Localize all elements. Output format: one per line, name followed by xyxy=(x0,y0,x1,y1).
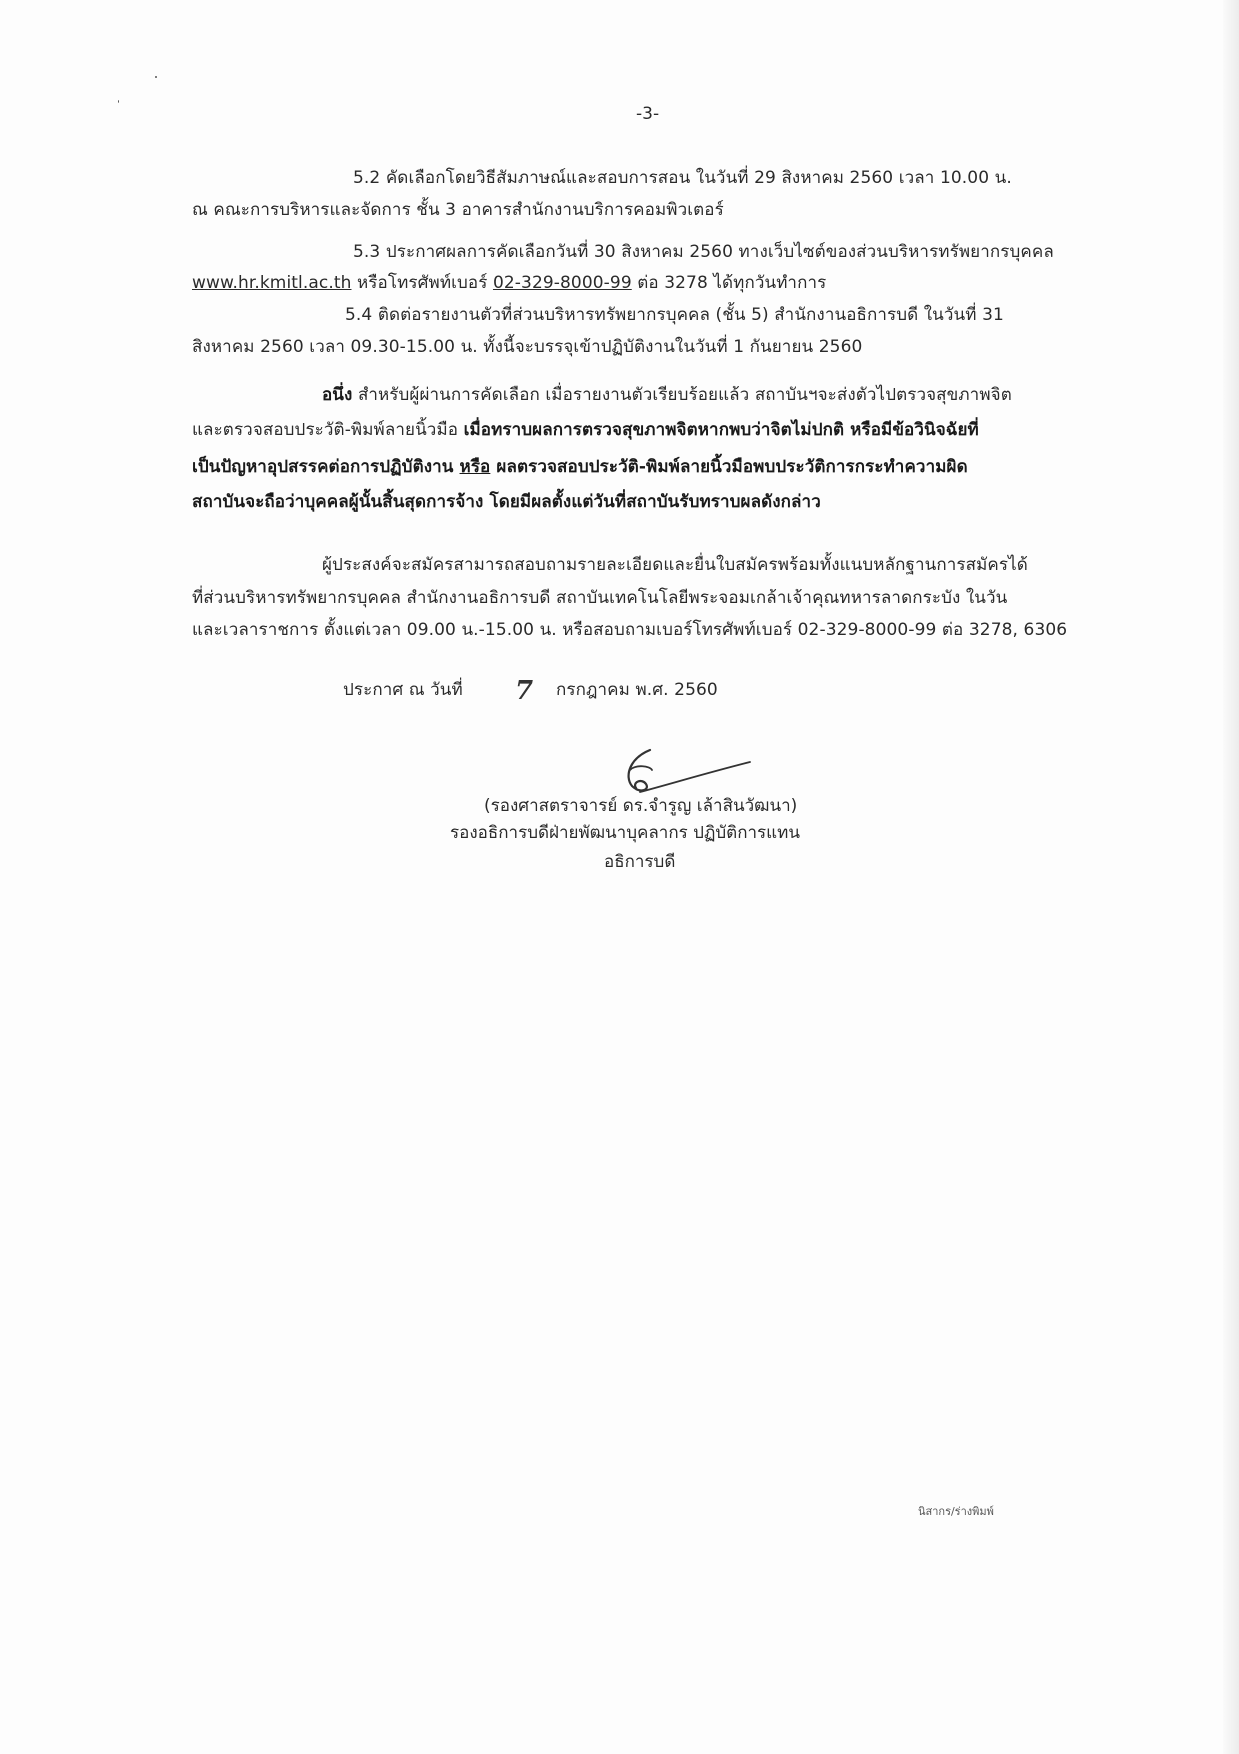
notice-line-2 xyxy=(192,419,979,441)
item-5-3-line-1: 5.3 ประกาศผลการคัดเลือกวันที่ 30 สิงหาคม 2560 ทางเว็บไซต์ของส่วนบริหารทรัพยากรบุคคล xyxy=(353,242,1054,262)
typist-footnote: นิสากร/ร่างพิมพ์ xyxy=(918,1505,994,1518)
item-5-2-line-2: ณ คณะการบริหารและจัดการ ชั้น 3 อาคารสำนักงานบริการคอมพิวเตอร์ xyxy=(192,200,724,220)
announce-prefix: ประกาศ ณ วันที่ xyxy=(343,680,463,700)
item-5-2-line-1: 5.2 คัดเลือกโดยวิธีสัมภาษณ์และสอบการสอน ในวันที่ 29 สิงหาคม 2560 เวลา 10.00 น. xyxy=(353,168,1012,188)
notice-line-3 xyxy=(192,456,968,478)
notice-lead: อนึ่ง xyxy=(322,385,353,405)
notice-line-1 xyxy=(322,384,1012,406)
phone-label: หรือโทรศัพท์เบอร์ xyxy=(351,273,493,293)
page-number: -3- xyxy=(636,104,660,124)
announce-suffix: กรกฎาคม พ.ศ. 2560 xyxy=(556,680,718,700)
notice-line-3-a: เป็นปัญหาอุปสรรคต่อการปฏิบัติงาน xyxy=(192,457,460,477)
signatory-position-line-1: รองอธิการบดีฝ่ายพัฒนาบุคลากร ปฏิบัติการแทน xyxy=(450,823,800,843)
signatory-position-line-2: อธิการบดี xyxy=(604,852,676,872)
announce-day-handwritten: 7 xyxy=(515,676,534,706)
signatory-name: (รองศาสตราจารย์ ดร.จำรูญ เล้าสินวัฒนา) xyxy=(484,796,798,816)
website-link[interactable]: www.hr.kmitl.ac.th xyxy=(192,273,352,293)
contact-line-2: ที่ส่วนบริหารทรัพยากรบุคคล สำนักงานอธิการบดี สถาบันเทคโนโลยีพระจอมเกล้าเจ้าคุณทหารลาดกระบัง ในวัน xyxy=(192,588,1008,608)
contact-line-3: และเวลาราชการ ตั้งแต่เวลา 09.00 น.-15.00 น. หรือสอบถามเบอร์โทรศัพท์เบอร์ 02-329-8000-99 ต่อ 3278, 6306 xyxy=(192,620,1068,640)
item-5-4-line-1: 5.4 ติดต่อรายงานตัวที่ส่วนบริหารทรัพยากรบุคคล (ชั้น 5) สำนักงานอธิการบดี ในวันที่ 31 xyxy=(345,305,1004,325)
scan-speck xyxy=(155,76,157,78)
contact-line-1: ผู้ประสงค์จะสมัครสามารถสอบถามรายละเอียดและยื่นใบสมัครพร้อมทั้งแนบหลักฐานการสมัครได้ xyxy=(322,555,1028,575)
scan-speck xyxy=(118,100,119,103)
notice-line-2-bold: เมื่อทราบผลการตรวจสุขภาพจิตหากพบว่าจิตไม่ปกติ หรือมีข้อวินิจฉัยที่ xyxy=(463,420,979,440)
item-5-4-line-2: สิงหาคม 2560 เวลา 09.30-15.00 น. ทั้งนี้จะบรรจุเข้าปฏิบัติงานในวันที่ 1 กันยายน 2560 xyxy=(192,337,863,357)
phone-extension: ต่อ 3278 ได้ทุกวันทำการ xyxy=(631,273,827,293)
notice-line-3-or: หรือ xyxy=(459,457,491,477)
phone-number: 02-329-8000-99 xyxy=(492,273,632,293)
item-5-3-line-2 xyxy=(192,272,826,294)
signature-icon xyxy=(610,740,760,800)
notice-line-1-text: สำหรับผู้ผ่านการคัดเลือก เมื่อรายงานตัวเรียบร้อยแล้ว สถาบันฯจะส่งตัวไปตรวจสุขภาพจิต xyxy=(352,385,1012,405)
notice-line-4: สถาบันจะถือว่าบุคคลผู้นั้นสิ้นสุดการจ้าง โดยมีผลตั้งแต่วันที่สถาบันรับทราบผลดังกล่าว xyxy=(192,492,821,512)
scan-edge-shadow xyxy=(1223,0,1239,1754)
notice-line-3-b: ผลตรวจสอบประวัติ-พิมพ์ลายนิ้วมือพบประวัติการกระทำความผิด xyxy=(490,457,968,477)
notice-line-2-plain: และตรวจสอบประวัติ-พิมพ์ลายนิ้วมือ xyxy=(192,420,464,440)
